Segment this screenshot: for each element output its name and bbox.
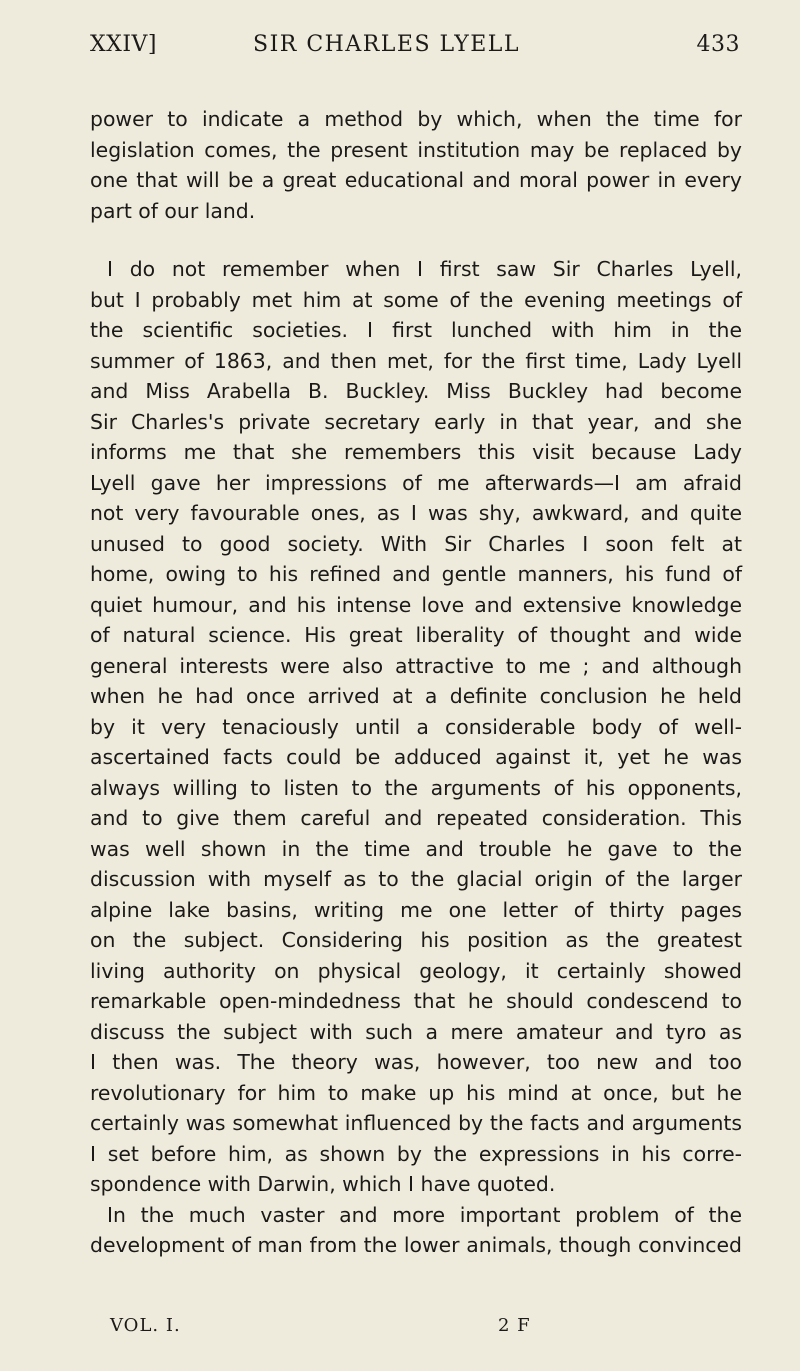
text-line: home, owing to his refined and gentle manners, his fund of bbox=[90, 562, 742, 586]
text-line: power to indicate a method by which, when the time for bbox=[90, 107, 742, 131]
text-line: quiet humour, and his intense love and extensive knowledge bbox=[90, 592, 742, 617]
text-line: unused to good society. With Sir Charles I soon felt at bbox=[90, 531, 742, 556]
text-line: was well shown in the time and trouble he gave to the bbox=[90, 836, 742, 861]
text-line: not very favourable ones, as I was shy, awkward, and quite bbox=[90, 501, 742, 525]
text-line: informs me that she remembers this visit because Lady bbox=[90, 440, 742, 464]
text-line: certainly was somewhat influenced by the facts and arguments bbox=[90, 1111, 742, 1135]
paragraph bbox=[90, 254, 742, 1200]
text-line: Sir Charles's private secretary early in that year, and she bbox=[90, 409, 742, 434]
text-line: on the subject. Considering his position as the greatest bbox=[90, 928, 742, 952]
text-line: Lyell gave her impressions of me afterwards—I am afraid bbox=[90, 470, 742, 495]
text-line: but I probably met him at some of the evening meetings of bbox=[90, 287, 742, 312]
text-line: the scientific societies. I first lunched with him in the bbox=[90, 318, 742, 342]
page-number: 433 bbox=[696, 32, 740, 57]
text-line: living authority on physical geology, it certainly showed bbox=[90, 958, 742, 983]
paragraph bbox=[90, 1200, 742, 1261]
chapter-number: XXIV] bbox=[90, 32, 157, 57]
text-line: ascertained facts could be adduced against it, yet he was bbox=[90, 745, 742, 769]
text-line: remarkable open-mindedness that he should condescend to bbox=[90, 989, 742, 1013]
text-line: part of our land. bbox=[90, 198, 256, 223]
text-line: In the much vaster and more important problem of the bbox=[107, 1202, 742, 1227]
text-line: legislation comes, the present institution may be replaced by bbox=[90, 137, 742, 162]
paragraph bbox=[90, 104, 742, 226]
body-text bbox=[90, 104, 742, 1261]
text-line: revolutionary for him to make up his mind at once, but he bbox=[90, 1080, 742, 1105]
text-line: I do not remember when I first saw Sir Charles Lyell, bbox=[107, 257, 742, 281]
text-line: development of man from the lower animals, though convinced bbox=[90, 1233, 742, 1257]
text-line: general interests were also attractive to me ; and although bbox=[90, 653, 742, 678]
running-head bbox=[90, 32, 740, 66]
text-line: always willing to listen to the arguments of his opponents, bbox=[90, 775, 742, 800]
text-line: by it very tenaciously until a considerable body of well- bbox=[90, 714, 742, 739]
text-line: and to give them careful and repeated consideration. This bbox=[90, 806, 742, 830]
page-footer bbox=[110, 1315, 710, 1345]
text-line: I then was. The theory was, however, too new and too bbox=[90, 1050, 742, 1074]
text-line: alpine lake basins, writing me one letter of thirty pages bbox=[90, 897, 742, 922]
volume-label: VOL. I. bbox=[110, 1315, 181, 1336]
text-line: when he had once arrived at a definite conclusion he held bbox=[90, 684, 742, 708]
text-line: discuss the subject with such a mere amateur and tyro as bbox=[90, 1019, 742, 1044]
text-line: discussion with myself as to the glacial origin of the larger bbox=[90, 867, 742, 891]
text-line: summer of 1863, and then met, for the first time, Lady Lyell bbox=[90, 348, 742, 373]
text-line: and Miss Arabella B. Buckley. Miss Buckley had become bbox=[90, 379, 742, 403]
text-line: spondence with Darwin, which I have quoted. bbox=[90, 1172, 556, 1196]
text-line: I set before him, as shown by the expressions in his corre- bbox=[90, 1141, 742, 1166]
running-title: SIR CHARLES LYELL bbox=[253, 32, 521, 57]
signature-mark: 2 F bbox=[498, 1315, 531, 1336]
text-line: of natural science. His great liberality of thought and wide bbox=[90, 623, 742, 647]
text-line: one that will be a great educational and moral power in every bbox=[90, 168, 742, 192]
paragraph-gap bbox=[90, 226, 742, 254]
